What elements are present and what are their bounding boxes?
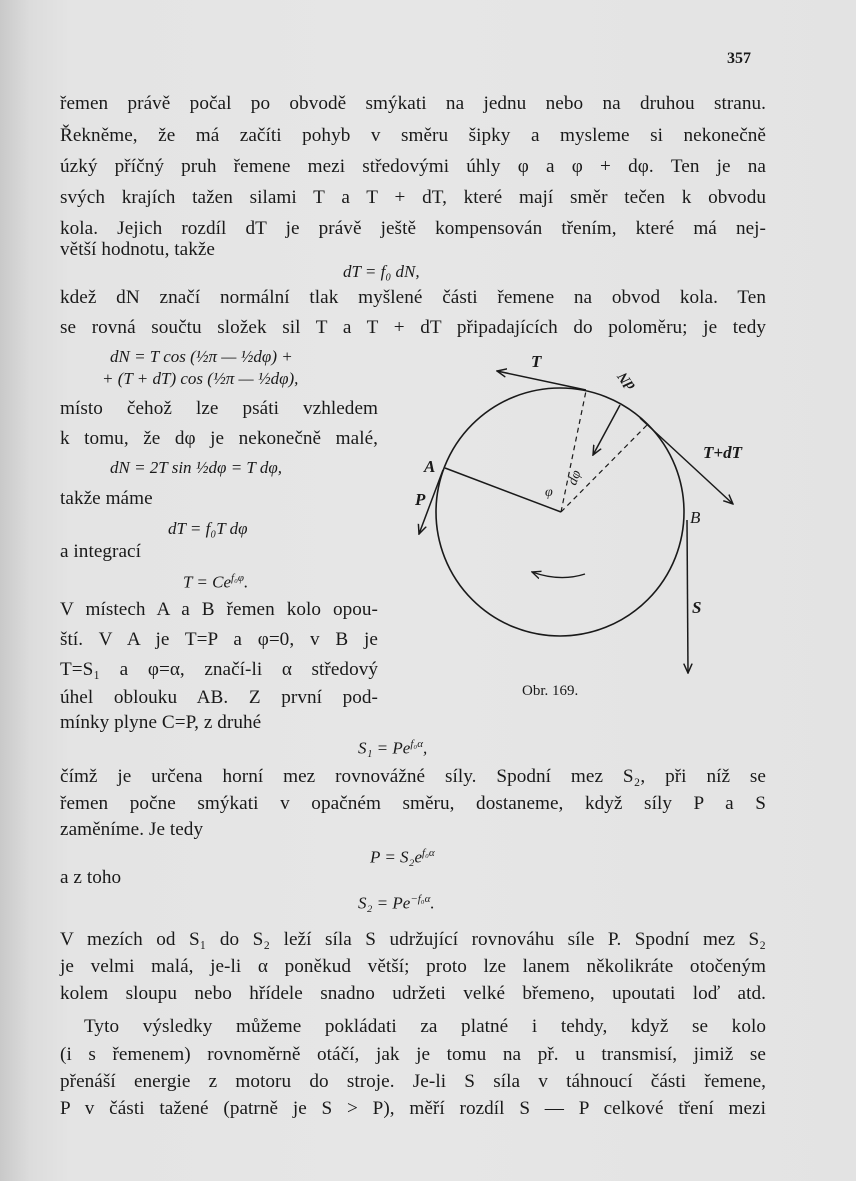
equation-5-end: . [243, 572, 249, 592]
dn-force-arrow [593, 405, 620, 455]
dashed-radius-1 [561, 391, 586, 512]
equation-8-end: . [430, 893, 435, 913]
figure-caption: Obr. 169. [522, 683, 579, 699]
equation-4: dT = f₀T dφ [168, 519, 248, 538]
text-line: V místech A a B řemen kolo opou- [60, 599, 378, 620]
radius-line-a [445, 468, 561, 512]
label-dphi: dφ [565, 468, 585, 488]
equation-5-base: T = Ce [183, 572, 232, 592]
text-line: větší hodnotu, takže [60, 239, 215, 260]
text-line: k tomu, že dφ je nekonečně malé, [60, 428, 378, 449]
t-force-arrow [497, 371, 586, 390]
text-line: T=S₁ a φ=α, značí-li α středový [60, 659, 378, 680]
text-line: (i s řemenem) rovnoměrně otáčí, jak je tomu na př. u transmisí, jimiž se [60, 1044, 766, 1065]
text-line: čímž je určena horní mez rovnovážné síly. Spodní mez S₂, při níž se [60, 766, 766, 787]
equation-6-base: S₁ = Pe [358, 738, 411, 758]
text-line: zaměníme. Je tedy [60, 819, 204, 840]
equation-8-exponent: −f₀α [410, 893, 431, 905]
equation-1: dT = f₀ dN, [343, 262, 420, 281]
equation-3: dN = 2T sin ½dφ = T dφ, [110, 458, 282, 477]
label-t-plus-dt: T+dT [703, 443, 742, 462]
text-line: takže máme [60, 488, 153, 509]
label-p: P [415, 490, 426, 509]
label-b: B [690, 508, 701, 527]
text-line: Tyto výsledky můžeme pokládati za platné i tehdy, když se kolo [84, 1016, 766, 1037]
text-line: kola. Jejich rozdíl dT je právě ještě kompensován třením, které má nej- [60, 218, 766, 239]
text-line: a z toho [60, 867, 122, 888]
text-line: řemen počne smýkati v opačném směru, dostaneme, když síly P a S [60, 793, 766, 814]
equation-6-end: , [422, 738, 428, 758]
equation-8-base: S₂ = Pe [358, 893, 411, 913]
rotation-arrow-icon [532, 572, 585, 578]
text-line: se rovná součtu složek sil T a T + dT připadajících do poloměru; je tedy [60, 317, 766, 338]
s-force-arrow [687, 520, 688, 673]
text-line: svých krajích tažen silami T a T + dT, které mají směr tečen k obvodu [60, 187, 766, 208]
text-line: úzký příčný pruh řemene mezi středovými úhly φ a φ + dφ. Ten je na [60, 156, 766, 177]
text-line: je velmi malá, je-li α poněkud větší; proto lze lanem několikráte otočeným [60, 956, 766, 977]
text-line: a integrací [60, 541, 141, 562]
text-line: Řekněme, že má začíti pohyb v směru šipky a mysleme si nekonečně [60, 125, 766, 146]
text-line: řemen právě počal po obvodě smýkati na jednu nebo na druhou stranu. [60, 93, 766, 114]
equation-6-exponent: f₀α [410, 738, 423, 750]
text-line: mínky plyne C=P, z druhé [60, 712, 262, 733]
text-line: místo čehož lze psáti vzhledem [60, 398, 378, 419]
label-s: S [692, 598, 702, 617]
label-phi: φ [545, 485, 553, 500]
equation-7-exponent: f₀α [422, 847, 435, 859]
label-a: A [424, 457, 436, 476]
text-line: kdež dN značí normální tlak myšlené části řemene na obvod kola. Ten [60, 287, 766, 308]
equation-2-line-2: + (T + dT) cos (½π — ½dφ), [102, 369, 299, 388]
text-line: kolem sloupu nebo hřídele snadno udržeti velké břemeno, upoutati loď atd. [60, 983, 766, 1004]
text-line: přenáší energie z motoru do stroje. Je-li S síla v táhnoucí části řemene, [60, 1071, 766, 1092]
text-line: V mezích od S₁ do S₂ leží síla S udržující rovnováhu síle P. Spodní mez S₂ [60, 929, 766, 950]
page-number: 357 [727, 50, 751, 67]
label-t: T [531, 352, 542, 371]
equation-5-exponent: f₀φ [231, 572, 244, 584]
text-line: úhel oblouku AB. Z první pod- [60, 687, 378, 708]
equation-7-base: P = S₂e [370, 847, 423, 867]
label-dn: dN [614, 368, 639, 393]
text-line: ští. V A je T=P a φ=0, v B je [60, 629, 378, 650]
dashed-radius-2 [561, 424, 648, 512]
equation-2-line-1: dN = T cos (½π — ½dφ) + [110, 347, 293, 366]
text-line: P v části tažené (patrně je S > P), měří rozdíl S — P celkové tření mezi [60, 1098, 766, 1119]
